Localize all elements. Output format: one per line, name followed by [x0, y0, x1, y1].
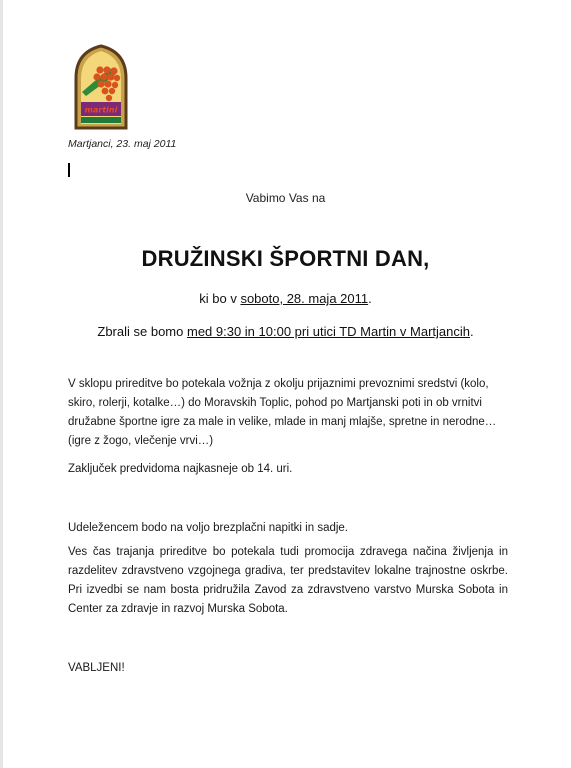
gather-prefix: Zbrali se bomo	[97, 324, 187, 339]
when-suffix: .	[368, 291, 372, 306]
page-edge	[0, 0, 3, 768]
gather-detail: med 9:30 in 10:00 pri utici TD Martin v Martjancih	[186, 324, 470, 339]
grape-logo-icon	[70, 44, 132, 130]
invite-intro: Vabimo Vas na	[245, 191, 326, 205]
logo-text: martini	[84, 105, 118, 115]
gather-line	[0, 324, 571, 339]
when-prefix: ki bo v	[199, 291, 241, 306]
event-title: DRUŽINSKI ŠPORTNI DAN,	[141, 246, 430, 271]
closing-greeting: VABLJENI!	[68, 662, 125, 674]
event-date: soboto, 28. maja 2011	[240, 291, 369, 306]
gather-suffix: .	[469, 324, 474, 339]
promotion-paragraph: Ves čas trajanja prireditve bo potekala tudi promocija zdravega načina življenja in razdelitev zdravstveno vzgojnega gradiva, ter predstavitev lokalne trajnostne oskrbe. Pri izvedbi se nam bosta pridružila Zavod za zdravstveno varstvo Murska Sobota in Center za zdravje in razvoj Murska Sobota.	[68, 546, 508, 615]
refreshments-paragraph: Udeležencem bodo na voljo brezplačni napitki in sadje.	[68, 522, 349, 534]
closing-time-paragraph: Zaključek predvidoma najkasneje ob 14. uri.	[68, 463, 293, 475]
program-paragraph: V sklopu prireditve bo potekala vožnja z okolju prijaznimi prevoznimi sredstvi (kolo, skiro, rolerji, kotalke…) do Moravskih Toplic, pohod po Martjanski poti in ob vrnitvi družabne športne igre za male in velike, mlade in manj mlajše, spretne in nerodne…(igre z žogo, vlečenje vrvi…)	[68, 378, 497, 447]
date-line: Martjanci, 23. maj 2011	[68, 138, 177, 150]
text-cursor[interactable]	[68, 163, 70, 177]
event-date-line	[0, 291, 571, 306]
